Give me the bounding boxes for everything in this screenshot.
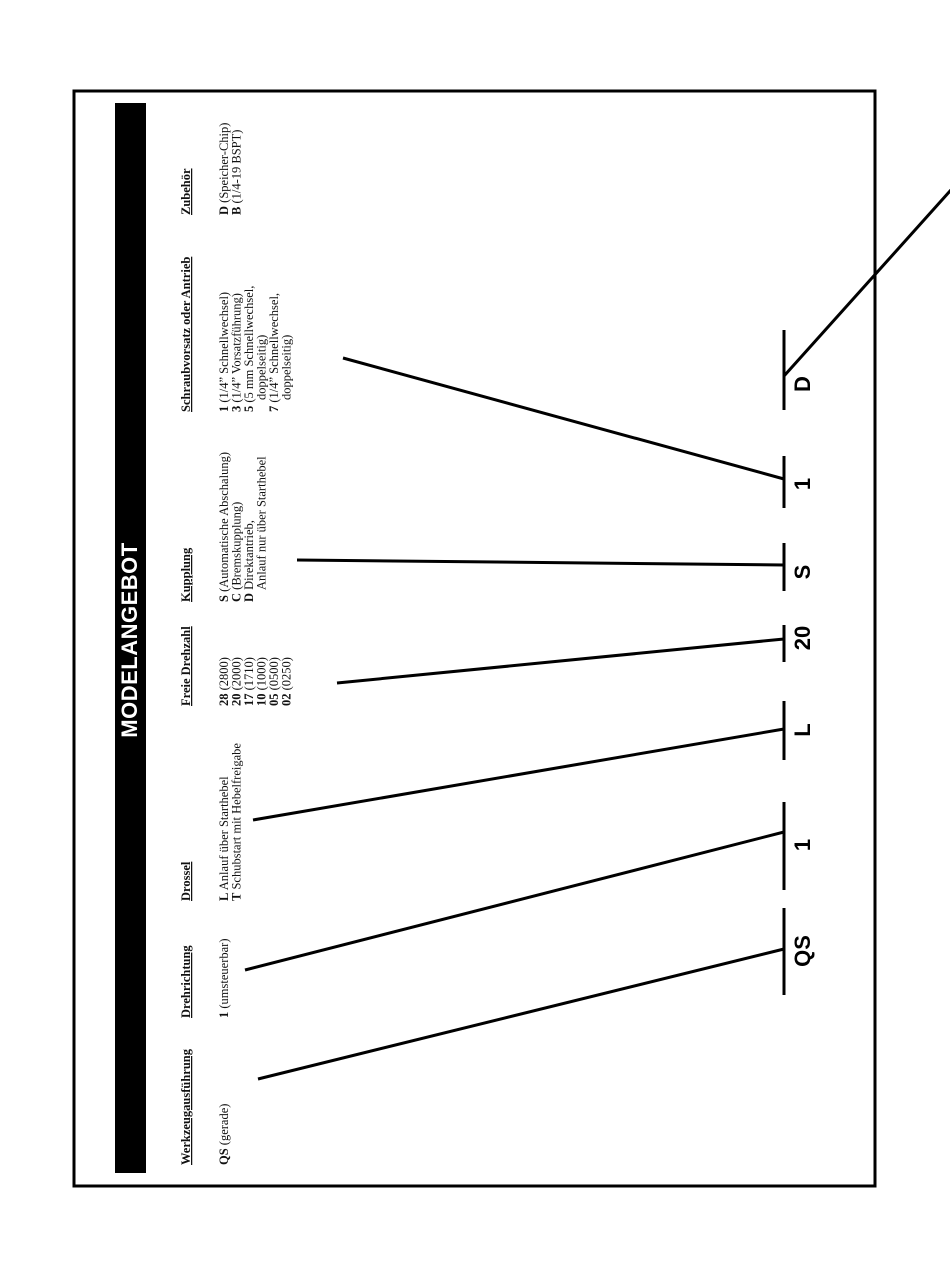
option-description: Anlauf über Starthebel	[217, 776, 231, 893]
option-description: (1000)	[254, 657, 269, 694]
option-description: (0250)	[279, 657, 294, 694]
option-code: 20	[229, 693, 244, 706]
title-text: MODELANGEBOT	[117, 542, 142, 738]
option-code: 10	[254, 693, 269, 706]
code-label: D	[790, 376, 815, 392]
option-description: Direktantrieb,	[242, 520, 256, 593]
column-heading: Kupplung	[179, 547, 193, 602]
option-description: (0500)	[267, 657, 281, 694]
option-description: (Automatische Abschalung)	[217, 452, 231, 596]
option-line	[217, 939, 231, 1018]
option-description: Anlauf nur über Starthebel	[254, 456, 269, 590]
option-code: QS	[217, 1148, 231, 1165]
option-code: 1	[217, 405, 231, 412]
option-line	[230, 743, 244, 901]
option-description: (1/4” Schnellwechsel)	[217, 291, 231, 406]
option-line	[255, 456, 269, 590]
code-label: 1	[790, 477, 815, 491]
option-code: C	[229, 592, 244, 602]
code-label: QS	[790, 935, 815, 967]
option-description: (1/4” Vorsatzführung)	[229, 293, 244, 406]
option-description: Schubstart mit Hebelfreigabe	[229, 743, 244, 893]
option-code: S	[217, 595, 231, 602]
option-description: (2000)	[229, 657, 244, 694]
code-label: S	[790, 564, 815, 580]
option-description: (5 mm Schnellwechsel,	[242, 285, 256, 406]
column-heading: Werkzeugausführung	[179, 1049, 193, 1165]
option-description: (Speicher-Chip)	[217, 122, 231, 206]
option-description: (2800)	[217, 657, 231, 694]
option-line	[280, 657, 294, 706]
option-line	[230, 130, 244, 215]
column-heading: Freie Drehzahl	[179, 626, 193, 706]
option-code: 02	[279, 693, 294, 706]
option-description: (Bremskupplung)	[229, 501, 244, 593]
option-code: D	[217, 205, 231, 215]
option-description: (gerade)	[217, 1103, 231, 1149]
option-code: 5	[242, 405, 256, 412]
option-description: (1710)	[242, 657, 256, 694]
page-border	[74, 91, 875, 1186]
code-label: 1	[790, 838, 815, 852]
option-code: D	[242, 592, 256, 602]
option-description: (1/4-19 BSPT)	[229, 129, 244, 207]
option-code: 17	[242, 693, 256, 706]
column-heading: Drehrichtung	[179, 945, 193, 1018]
option-code: 7	[267, 405, 281, 412]
option-line	[217, 1104, 231, 1165]
option-code: B	[229, 206, 244, 215]
option-code: T	[229, 892, 244, 901]
option-description: doppelseitig)	[279, 334, 294, 400]
code-label: L	[790, 723, 815, 737]
option-code: 3	[229, 405, 244, 412]
option-code: 1	[217, 1011, 231, 1018]
code-label: 20	[790, 625, 815, 651]
option-code: 28	[217, 693, 231, 706]
option-code: 05	[267, 693, 281, 706]
column-heading: Schraubvorsatz oder Antrieb	[179, 256, 193, 412]
option-description: (umsteuerbar)	[217, 938, 231, 1012]
option-line	[280, 335, 294, 400]
option-description: (1/4” Schnellwechsel,	[267, 292, 281, 406]
option-description: doppelseitig)	[254, 334, 269, 400]
option-code: L	[217, 892, 231, 901]
column-heading: Drossel	[179, 861, 193, 901]
column-heading: Zubehör	[179, 168, 193, 215]
